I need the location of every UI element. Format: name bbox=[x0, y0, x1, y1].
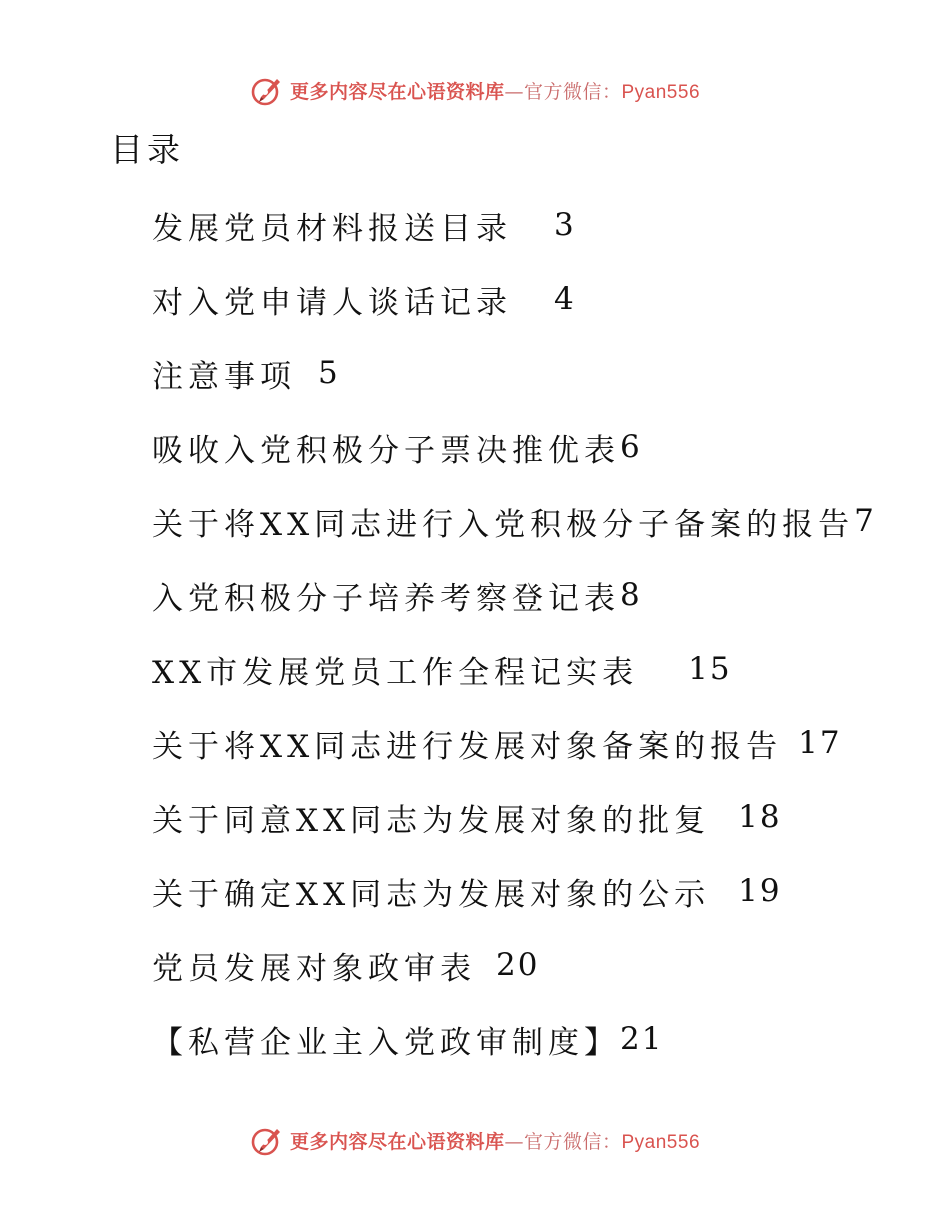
toc-entry bbox=[152, 854, 912, 928]
toc-entry bbox=[152, 410, 912, 484]
table-of-contents bbox=[152, 188, 912, 1076]
watermark-text: 更多内容尽在心语资料库—官方微信：Pyan556 bbox=[289, 80, 701, 103]
footer-watermark bbox=[0, 1120, 950, 1160]
toc-entry bbox=[152, 928, 912, 1002]
toc-entry bbox=[152, 632, 912, 706]
toc-entry-page: 6 bbox=[620, 429, 642, 465]
toc-entry bbox=[152, 188, 912, 262]
toc-entry bbox=[152, 558, 912, 632]
toc-entry bbox=[152, 262, 912, 336]
toc-entry-title: 关于确定XX同志为发展对象的公示 bbox=[152, 876, 711, 913]
toc-entry-page: 3 bbox=[554, 207, 576, 243]
toc-entry-title: 对入党申请人谈话记录 bbox=[152, 284, 512, 321]
header-watermark bbox=[0, 70, 950, 110]
toc-entry bbox=[152, 780, 912, 854]
quill-pen-icon bbox=[250, 1123, 284, 1157]
toc-entry-page: 19 bbox=[738, 873, 782, 909]
toc-entry-title: 关于同意XX同志为发展对象的批复 bbox=[152, 802, 711, 839]
toc-entry bbox=[152, 484, 912, 558]
toc-entry-page: 7 bbox=[854, 503, 876, 539]
toc-entry-title: 关于将XX同志进行发展对象备案的报告 bbox=[152, 728, 783, 765]
toc-entry-page: 20 bbox=[496, 947, 540, 983]
page-title: 目录 bbox=[110, 130, 184, 169]
toc-entry bbox=[152, 1002, 912, 1076]
toc-entry bbox=[152, 706, 912, 780]
quill-pen-icon bbox=[250, 73, 284, 107]
toc-entry-title: 关于将XX同志进行入党积极分子备案的报告 bbox=[152, 506, 855, 543]
toc-entry-page: 15 bbox=[688, 651, 732, 687]
toc-entry-title: 注意事项 bbox=[152, 358, 296, 395]
toc-entry-title: 发展党员材料报送目录 bbox=[152, 210, 512, 247]
toc-entry-page: 8 bbox=[620, 577, 642, 613]
toc-entry-title: 党员发展对象政审表 bbox=[152, 950, 476, 987]
toc-entry-title: XX市发展党员工作全程记实表 bbox=[152, 654, 639, 691]
toc-entry-title: 入党积极分子培养考察登记表 bbox=[152, 580, 620, 617]
toc-entry-page: 17 bbox=[798, 725, 842, 761]
toc-entry bbox=[152, 336, 912, 410]
toc-entry-page: 5 bbox=[318, 355, 340, 391]
toc-entry-title: 吸收入党积极分子票决推优表 bbox=[152, 432, 620, 469]
toc-entry-page: 4 bbox=[554, 281, 576, 317]
toc-entry-page: 18 bbox=[738, 799, 782, 835]
watermark-text: 更多内容尽在心语资料库—官方微信：Pyan556 bbox=[289, 1130, 701, 1153]
toc-entry-title: 【私营企业主入党政审制度】 bbox=[152, 1024, 620, 1061]
toc-entry-page: 21 bbox=[620, 1021, 664, 1057]
